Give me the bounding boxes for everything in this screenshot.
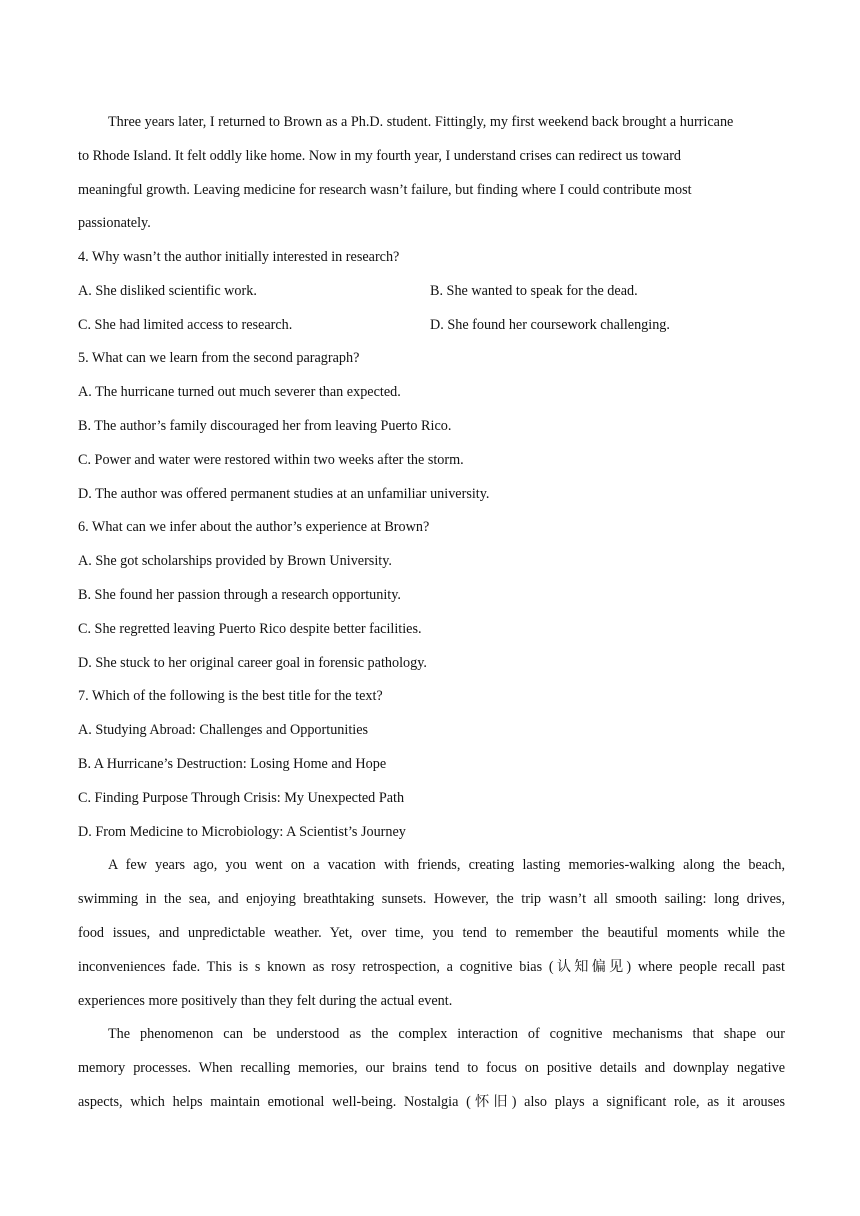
question-7-stem: 7. Which of the following is the best title for the text? — [78, 688, 383, 704]
question-7-option-b: B. A Hurricane’s Destruction: Losing Home and Hope — [78, 756, 387, 772]
passage-d-line: food issues, and unpredictable weather. Yet, over time, you tend to remember the beautiful moments while the — [78, 925, 785, 941]
passage-c-line: passionately. — [78, 215, 151, 231]
question-6-option-a: A. She got scholarships provided by Brown University. — [78, 553, 392, 569]
question-5-option-c: C. Power and water were restored within two weeks after the storm. — [78, 452, 464, 468]
question-6-option-c: C. She regretted leaving Puerto Rico despite better facilities. — [78, 621, 422, 637]
question-7-option-a: A. Studying Abroad: Challenges and Opportunities — [78, 722, 369, 738]
question-5-option-b: B. The author’s family discouraged her from leaving Puerto Rico. — [78, 418, 452, 434]
question-4-option-d: D. She found her coursework challenging. — [430, 317, 670, 333]
question-4-option-a: A. She disliked scientific work. — [78, 283, 257, 299]
question-4-option-b: B. She wanted to speak for the dead. — [430, 283, 638, 299]
passage-d-line: The phenomenon can be understood as the complex interaction of cognitive mechanisms that shape our — [108, 1026, 785, 1042]
question-7-option-c: C. Finding Purpose Through Crisis: My Unexpected Path — [78, 790, 405, 806]
question-4-stem: 4. Why wasn’t the author initially interested in research? — [78, 249, 400, 265]
question-5-stem: 5. What can we learn from the second paragraph? — [78, 350, 360, 366]
question-5-option-a: A. The hurricane turned out much severer than expected. — [78, 384, 401, 400]
question-6-stem: 6. What can we infer about the author’s experience at Brown? — [78, 519, 430, 535]
passage-c-line: Three years later, I returned to Brown as a Ph.D. student. Fittingly, my first weekend back brought a hurricane — [108, 114, 734, 130]
passage-d-line: aspects, which helps maintain emotional well-being. Nostalgia (怀旧) also plays a significant role, as it arouses — [78, 1094, 785, 1110]
passage-c-line: to Rhode Island. It felt oddly like home. Now in my fourth year, I understand crises can redirect us toward — [78, 148, 682, 164]
passage-d-line: experiences more positively than they felt during the actual event. — [78, 993, 453, 1009]
passage-d-line: memory processes. When recalling memories, our brains tend to focus on positive details and downplay negative — [78, 1060, 785, 1076]
passage-d-line: A few years ago, you went on a vacation with friends, creating lasting memories-walking along the beach, — [108, 857, 785, 873]
passage-d-line: inconveniences fade. This is s known as rosy retrospection, a cognitive bias (认知偏见) where people recall past — [78, 959, 785, 975]
question-6-option-d: D. She stuck to her original career goal in forensic pathology. — [78, 655, 427, 671]
passage-c-line: meaningful growth. Leaving medicine for research wasn’t failure, but finding where I could contribute most — [78, 182, 692, 198]
question-6-option-b: B. She found her passion through a research opportunity. — [78, 587, 401, 603]
question-7-option-d: D. From Medicine to Microbiology: A Scientist’s Journey — [78, 824, 406, 840]
passage-d-line: swimming in the sea, and enjoying breathtaking sunsets. However, the trip wasn’t all smooth sailing: long drives, — [78, 891, 785, 907]
question-4-option-c: C. She had limited access to research. — [78, 317, 293, 333]
question-5-option-d: D. The author was offered permanent studies at an unfamiliar university. — [78, 486, 490, 502]
